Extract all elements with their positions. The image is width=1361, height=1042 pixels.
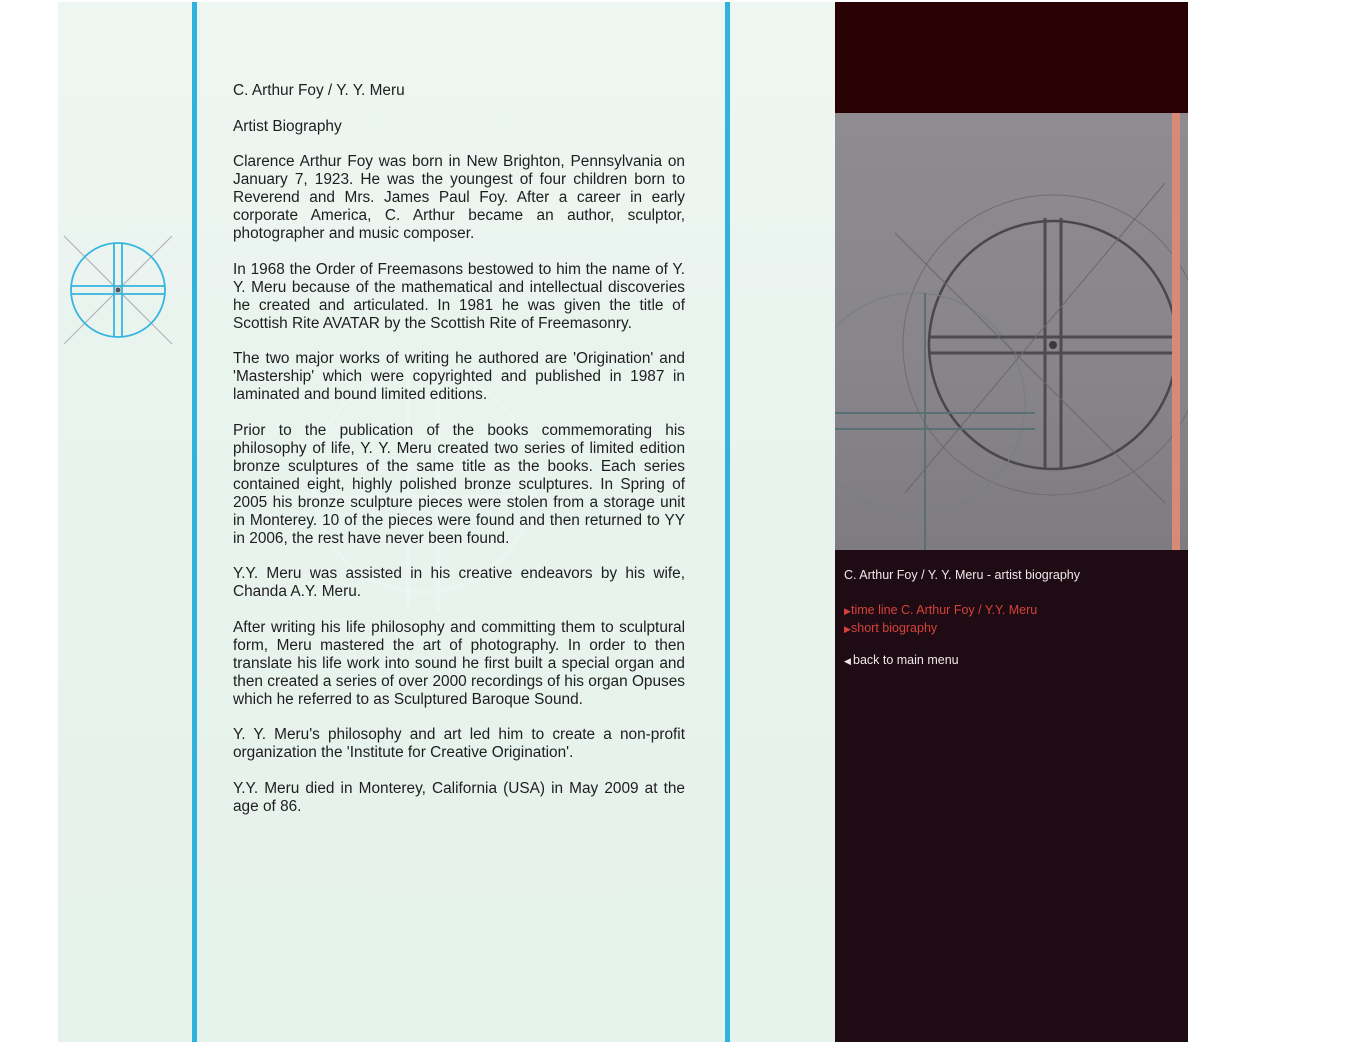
photo-edge-stripe: [1172, 113, 1180, 550]
bio-paragraph: The two major works of writing he authored are 'Origination' and 'Mastership' which were copyrighted and published in 1987 in laminated and bound limited editions.: [233, 350, 685, 403]
caret-left-icon: ◀: [844, 656, 851, 666]
caret-right-icon: ▶: [844, 624, 851, 634]
menu-item-label: short biography: [851, 621, 938, 635]
biography-text: [233, 82, 685, 833]
sidebar-caption: C. Arthur Foy / Y. Y. Meru - artist biography: [844, 568, 1080, 582]
menu-item-short-biography[interactable]: [844, 620, 1037, 638]
bio-paragraph: Y.Y. Meru was assisted in his creative endeavors by his wife, Chanda A.Y. Meru.: [233, 565, 685, 600]
back-to-main-menu-link[interactable]: [844, 653, 959, 667]
caret-right-icon: ▶: [844, 606, 851, 616]
sidebar-menu: [844, 602, 1037, 638]
page-subtitle: Artist Biography: [233, 117, 342, 135]
sidebar: [835, 2, 1188, 1042]
bio-paragraph: Y.Y. Meru died in Monterey, California (USA) in May 2009 at the age of 86.: [233, 779, 685, 815]
page-title: C. Arthur Foy / Y. Y. Meru: [233, 82, 405, 99]
menu-item-timeline[interactable]: [844, 602, 1037, 620]
page: [58, 2, 1188, 1042]
sculpture-photo: [835, 113, 1188, 550]
cross-circle-logo-icon: [62, 234, 174, 346]
menu-item-label: time line C. Arthur Foy / Y.Y. Meru: [851, 603, 1038, 617]
bio-paragraph: Clarence Arthur Foy was born in New Brighton, Pennsylvania on January 7, 1923. He was the youngest of four children born to Reverend and Mrs. James Paul Foy. After a career in early corporate America, C. Arthur became an author, sculptor, photographer and music composer.: [233, 153, 685, 242]
bio-paragraph: Prior to the publication of the books commemorating his philosophy of life, Y. Y. Meru created two series of limited edition bronze sculptures of the same title as the books. Each series contained eight, highly polished bronze sculptures. In Spring of 2005 his bronze sculpture pieces were stolen from a storage unit in Monterey. 10 of the pieces were found and then returned to YY in 2006, the rest have never been found.: [233, 421, 685, 547]
right-blue-rule: [725, 2, 730, 1042]
bio-paragraph: After writing his life philosophy and committing them to sculptural form, Meru mastered the art of photography. In order to then translate his life work into sound he first built a special organ and then created a series of over 2000 recordings of his organ Opuses which he referred to as Sculptured Baroque Sound.: [233, 618, 685, 708]
sidebar-header-band: [835, 2, 1188, 113]
biography-panel: [58, 2, 835, 1042]
emblem-sculpture-icon: [835, 113, 1188, 550]
bio-paragraph: In 1968 the Order of Freemasons bestowed to him the name of Y. Y. Meru because of the mathematical and intellectual discoveries he created and articulated. In 1981 he was given the title of Scottish Rite AVATAR by the Scottish Rite of Freemasonry.: [233, 260, 685, 332]
back-link-label: back to main menu: [853, 653, 959, 667]
left-blue-rule: [192, 2, 197, 1042]
bio-paragraph: Y. Y. Meru's philosophy and art led him to create a non-profit organization the 'Institute for Creative Origination'.: [233, 726, 685, 761]
